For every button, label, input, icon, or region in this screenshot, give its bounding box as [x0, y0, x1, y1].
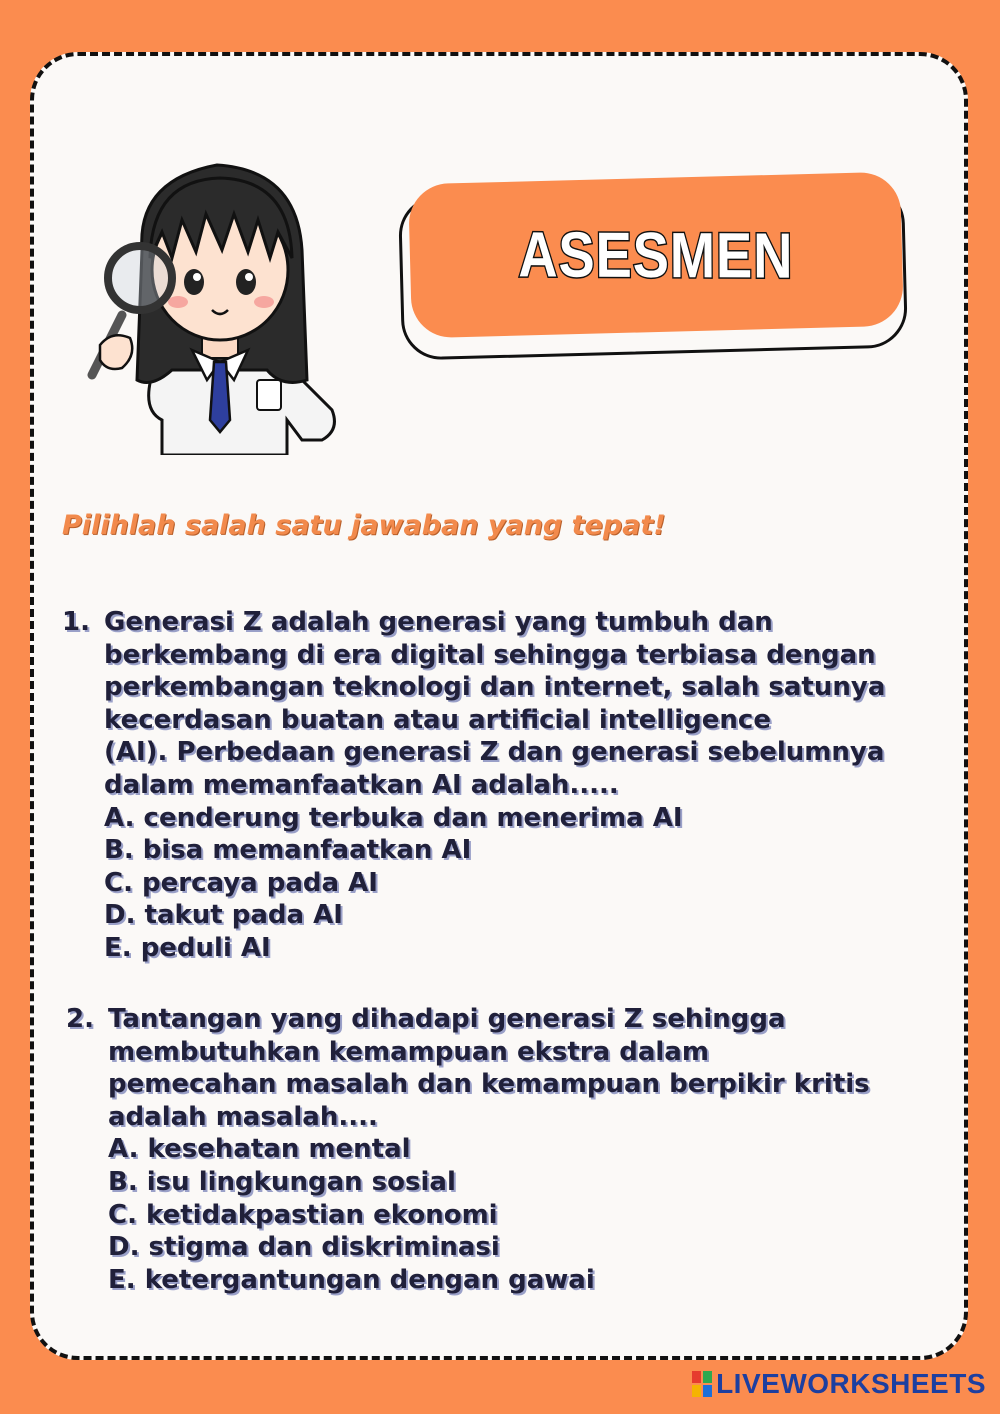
answer-option-e[interactable]: E. ketergantungan dengan gawai [108, 1264, 595, 1295]
answer-option-b[interactable]: B. bisa memanfaatkan AI [104, 835, 472, 866]
instruction-text: Pilihlah salah satu jawaban yang tepat! [62, 510, 666, 541]
question-line: (AI). Perbedaan generasi Z dan generasi sebelumnya [104, 737, 885, 768]
answer-option-d[interactable]: D. takut pada AI [104, 900, 343, 931]
answer-option-d[interactable]: D. stigma dan diskriminasi [108, 1232, 500, 1263]
liveworksheets-brand[interactable] [692, 1368, 986, 1400]
question-number: 1. [62, 607, 90, 637]
answer-option-c[interactable]: C. ketidakpastian ekonomi [108, 1199, 498, 1230]
question-line: Tantangan yang dihadapi generasi Z sehingga [108, 1004, 786, 1034]
answer-option-a[interactable]: A. cenderung terbuka dan menerima AI [104, 802, 683, 833]
question-line: membutuhkan kemampuan ekstra dalam [108, 1036, 709, 1067]
answer-option-e[interactable]: E. peduli AI [104, 932, 271, 963]
question-number: 2. [66, 1004, 94, 1034]
question-line: dalam memanfaatkan AI adalah..... [104, 769, 619, 800]
question-line: Generasi Z adalah generasi yang tumbuh dan [104, 607, 773, 637]
question-line: perkembangan teknologi dan internet, salah satunya [104, 672, 886, 703]
answer-option-c[interactable]: C. percaya pada AI [104, 867, 378, 898]
question-line: adalah masalah.... [108, 1101, 378, 1132]
title-banner [408, 172, 904, 339]
question-line: kecerdasan buatan atau artificial intelligence [104, 704, 771, 735]
liveworksheets-logo-icon [692, 1371, 712, 1397]
page-title: ASESMEN [518, 218, 794, 292]
question-line: berkembang di era digital sehingga terbiasa dengan [104, 639, 876, 670]
brand-name: LIVEWORKSHEETS [716, 1368, 986, 1399]
answer-option-b[interactable]: B. isu lingkungan sosial [108, 1166, 456, 1197]
student-girl-illustration [82, 140, 352, 455]
question-line: pemecahan masalah dan kemampuan berpikir kritis [108, 1069, 870, 1100]
answer-option-a[interactable]: A. kesehatan mental [108, 1134, 411, 1165]
